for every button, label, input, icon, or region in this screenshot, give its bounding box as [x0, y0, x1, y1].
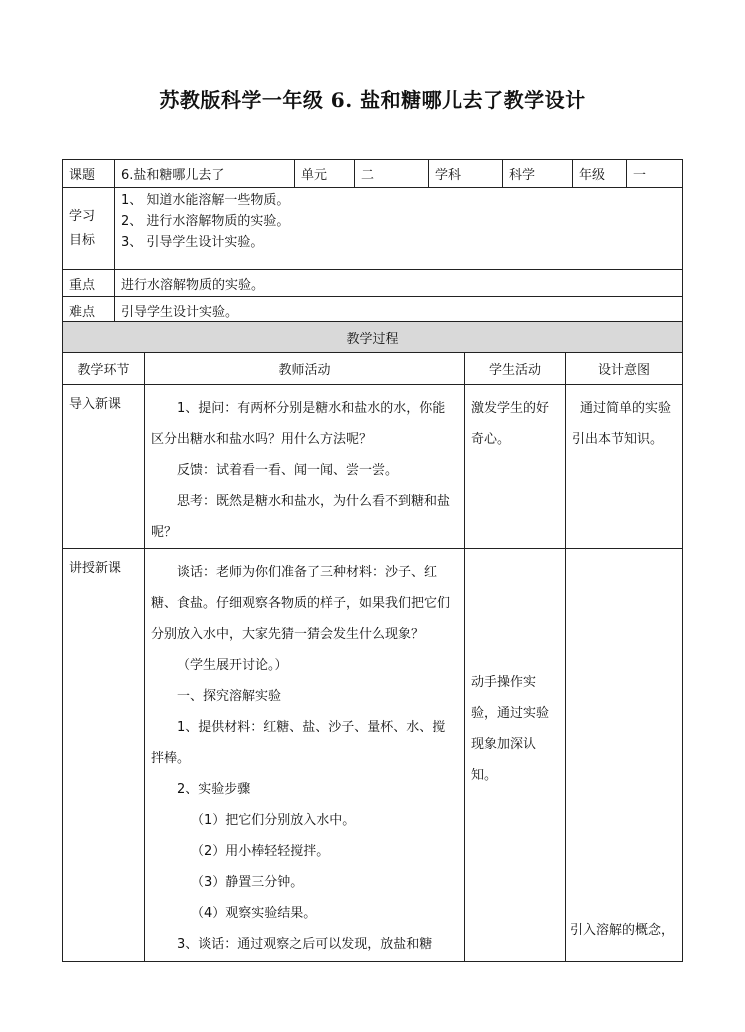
column-header: 学生活动	[465, 353, 566, 385]
teacher-paragraph: 谈话：老师为你们准备了三种材料：沙子、红糖、食盐。仔细观察各物质的样子，如果我们把它们分别放入水中，大家先猜一猜会发生什么现象？	[151, 565, 451, 642]
student-activity-teach	[465, 549, 566, 962]
stage-teach: 讲授新课	[63, 549, 145, 962]
teacher-activity-intro	[145, 385, 465, 549]
lesson-info-table	[62, 159, 683, 324]
teaching-process-table	[62, 321, 683, 962]
student-activity-text: 动手操作实验，通过实验现象加深认知。	[471, 675, 550, 783]
teacher-paragraph: 3、谈话：通过观察之后可以发现，放盐和糖	[177, 937, 433, 952]
grade-value: 一	[627, 160, 683, 188]
student-activity-intro: 激发学生的好奇心。	[465, 385, 566, 549]
goals-list	[115, 188, 683, 270]
teacher-paragraph: （3）静置三分钟。	[191, 875, 304, 890]
teacher-paragraph: （学生展开讨论。）	[177, 658, 288, 673]
process-header: 教学过程	[63, 322, 683, 353]
design-intent-teach	[566, 549, 683, 962]
stage-intro: 导入新课	[63, 385, 145, 549]
table-row	[63, 385, 683, 549]
lesson-value: 6.盐和糖哪儿去了	[115, 160, 295, 188]
design-intent-text: 引入溶解的概念，	[570, 923, 675, 938]
lesson-label: 课题	[63, 160, 115, 188]
goals-label-text: 学习目标	[69, 208, 96, 248]
difficulty-value: 引导学生设计实验。	[115, 297, 683, 324]
grade-label: 年级	[573, 160, 627, 188]
teacher-paragraph: 思考：既然是糖水和盐水，为什么看不到糖和盐呢？	[151, 494, 451, 540]
teacher-paragraph: 2、实验步骤	[177, 782, 251, 797]
goal-item: 2、 进行水溶解物质的实验。	[121, 214, 290, 229]
document-title: 苏教版科学一年级 6. 盐和糖哪儿去了教学设计	[159, 88, 586, 112]
key-label: 重点	[63, 270, 115, 297]
teacher-paragraph: （4）观察实验结果。	[191, 906, 317, 921]
difficulty-label: 难点	[63, 297, 115, 324]
column-header: 教学环节	[63, 353, 145, 385]
subject-label: 学科	[429, 160, 503, 188]
column-header: 教师活动	[145, 353, 465, 385]
teacher-paragraph: 一、探究溶解实验	[177, 689, 282, 704]
unit-label: 单元	[295, 160, 355, 188]
teacher-paragraph: 反馈：试着看一看、闻一闻、尝一尝。	[177, 463, 399, 478]
goal-item: 1、 知道水能溶解一些物质。	[121, 193, 290, 208]
table-row	[63, 549, 683, 962]
teacher-activity-teach	[145, 549, 465, 962]
teacher-paragraph: 1、提问：有两杯分别是糖水和盐水的水，你能区分出糖水和盐水吗？用什么方法呢？	[151, 401, 446, 447]
goal-item: 3、 引导学生设计实验。	[121, 235, 264, 250]
design-intent-intro: 通过简单的实验引出本节知识。	[566, 385, 683, 549]
teacher-paragraph: （1）把它们分别放入水中。	[191, 813, 356, 828]
column-header: 设计意图	[566, 353, 683, 385]
goals-label	[63, 188, 115, 270]
teacher-paragraph: （2）用小棒轻轻搅拌。	[191, 844, 330, 859]
key-value: 进行水溶解物质的实验。	[115, 270, 683, 297]
teacher-paragraph: 1、提供材料：红糖、盐、沙子、量杯、水、搅拌棒。	[151, 720, 446, 766]
unit-value: 二	[355, 160, 429, 188]
subject-value: 科学	[503, 160, 573, 188]
